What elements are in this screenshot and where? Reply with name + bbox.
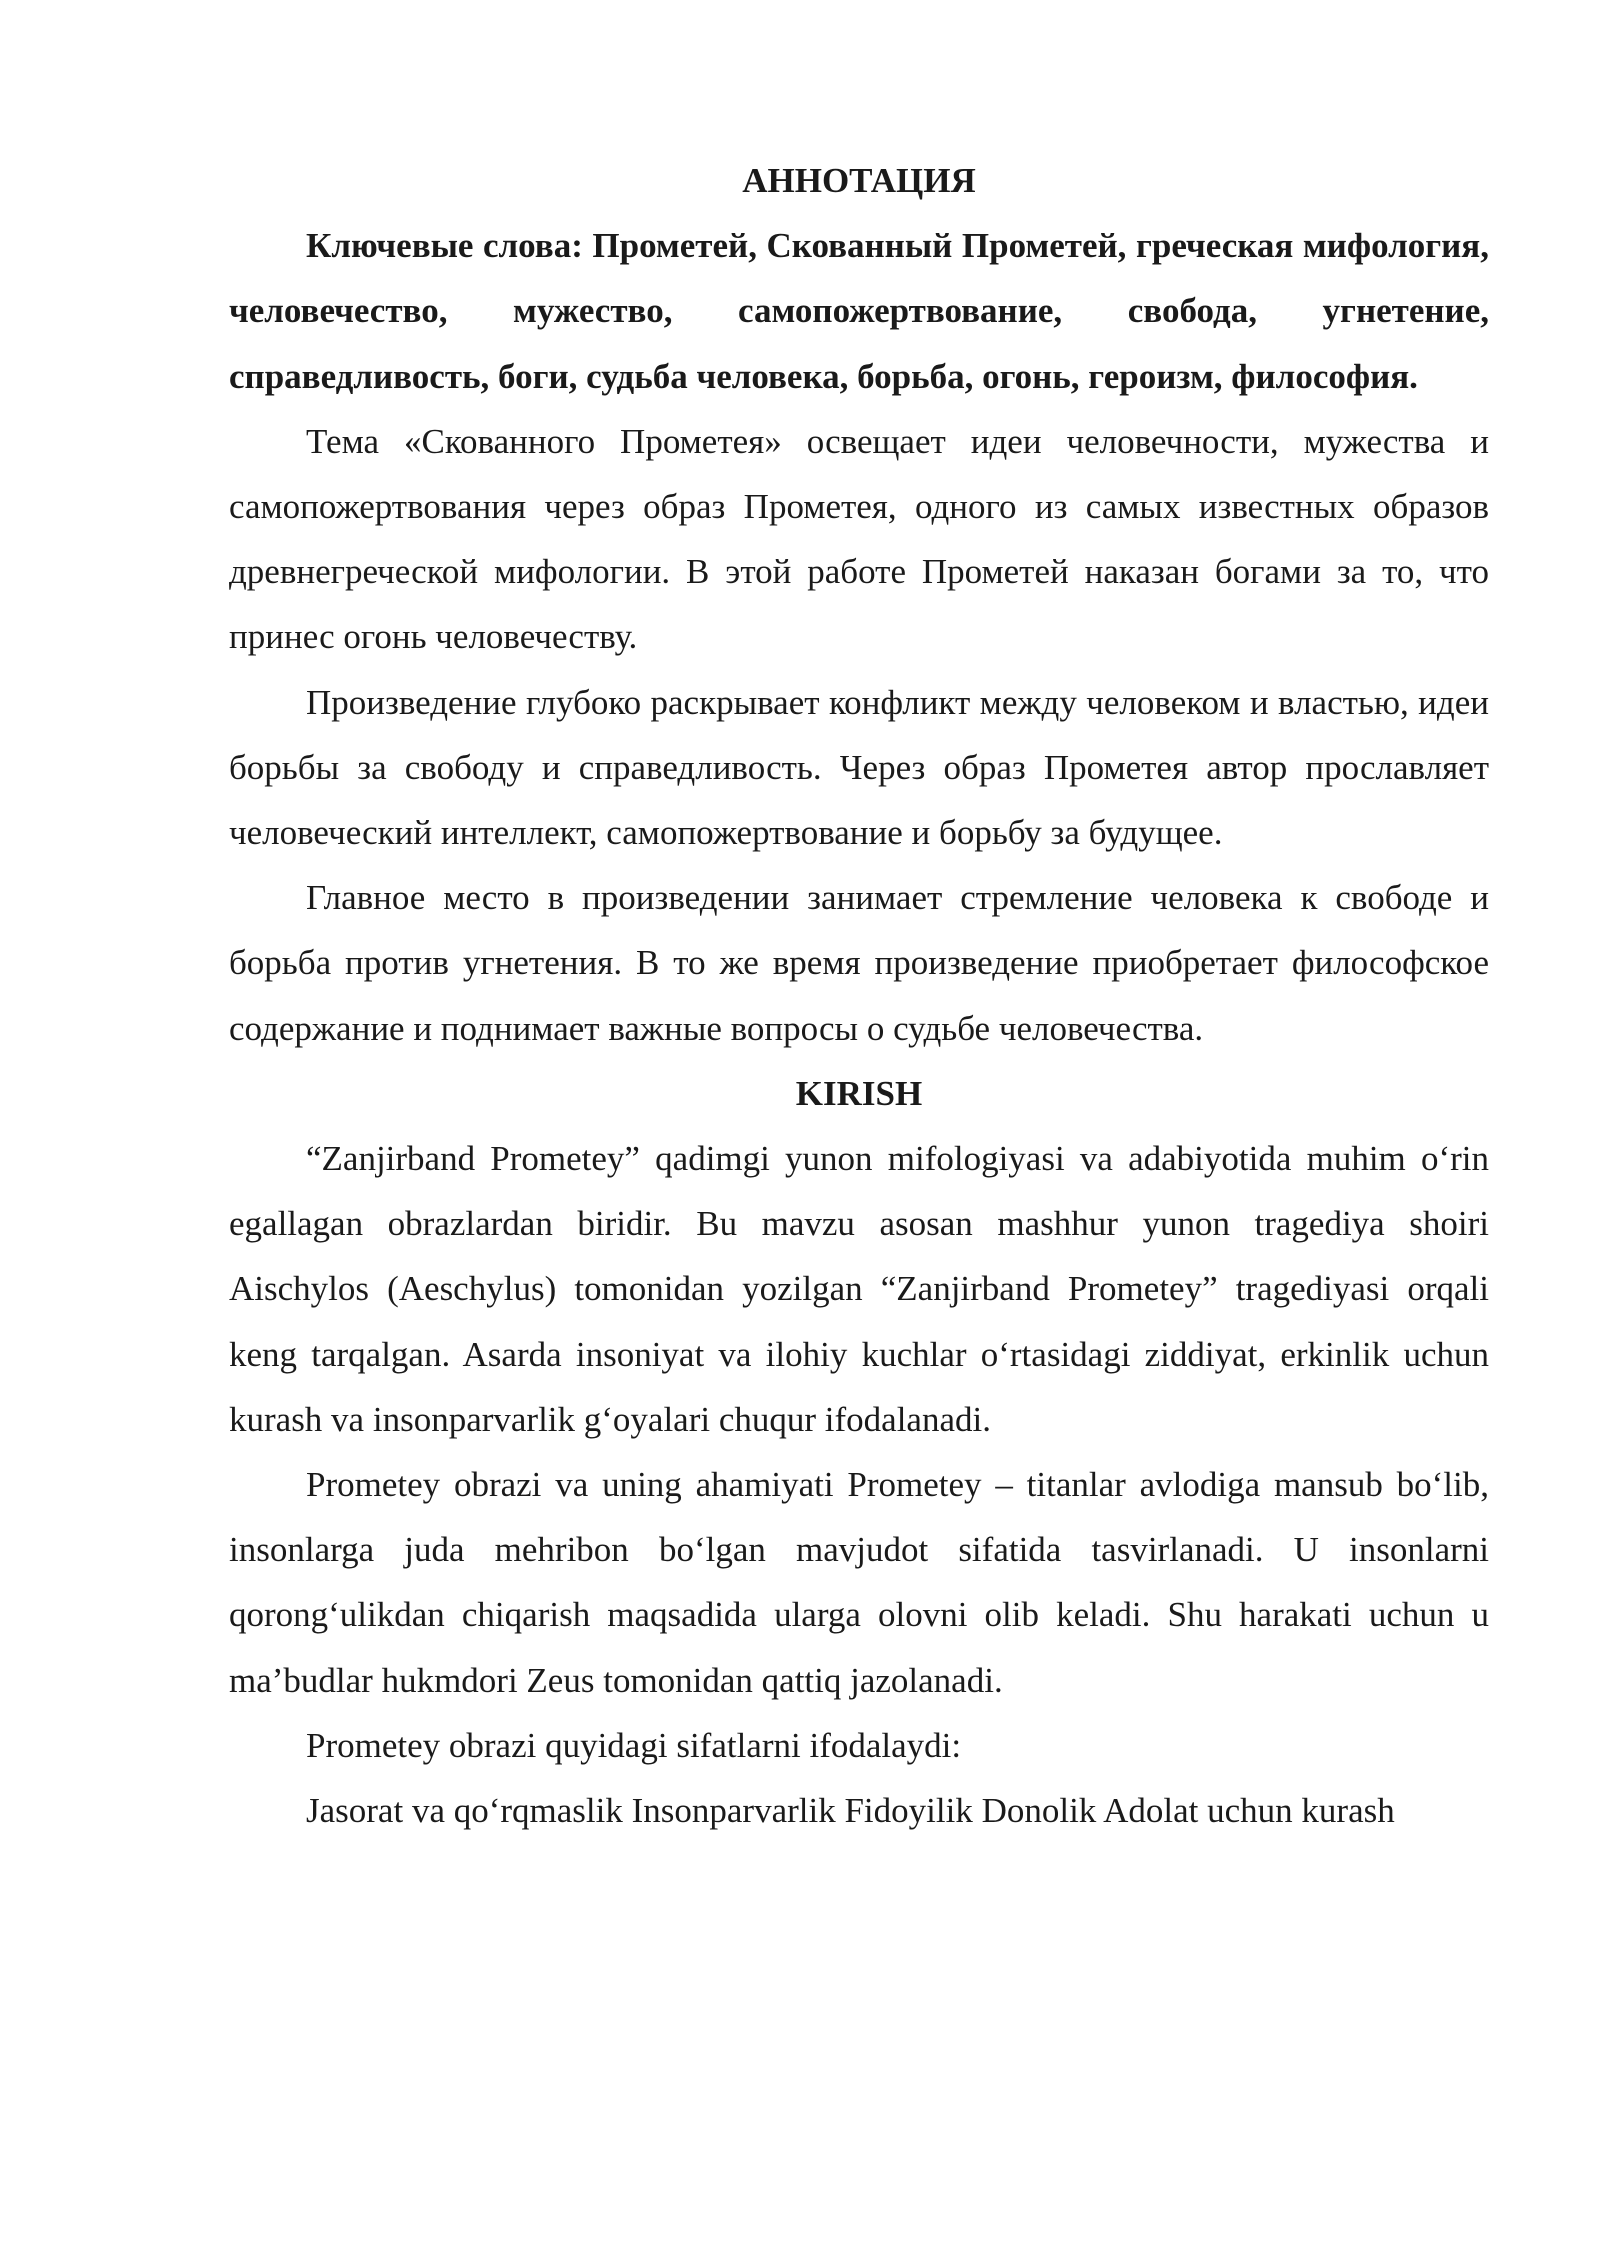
qualities-list: Jasorat va qo‘rqmaslik Insonparvarlik Fidoyilik Donolik Adolat uchun kurash	[306, 1791, 1395, 1831]
introduction-paragraph: “Zanjirband Prometey” qadimgi yunon mifologiyasi va adabiyotida muhim o‘rin egallagan obrazlardan biridir. Bu mavzu asosan mashhur yunon tragediya shoiri Aischylos (Aeschylus) tomonidan yozilgan “Zanjirband Prometey” tragediyasi orqali keng tarqalgan. Asarda insoniyat va ilohiy kuchlar o‘rtasidagi ziddiyat, erkinlik uchun kurash va insonparvarlik g‘oyalari chuqur ifodalanadi.	[229, 1139, 1489, 1439]
annotation-heading: АННОТАЦИЯ	[742, 161, 976, 200]
annotation-paragraph: Тема «Скованного Прометея» освещает идеи человечности, мужества и самопожертвования через образ Прометея, одного из самых известных образов древнегреческой мифологии. В этой работе Прометей наказан богами за то, что принес огонь человечеству.	[229, 421, 1489, 657]
document-page	[229, 148, 1489, 1843]
annotation-paragraph: Произведение глубоко раскрывает конфликт между человеком и властью, идеи борьбы за свободу и справедливость. Через образ Прометея автор прославляет человеческий интеллект, самопожертвование и борьбу за будущее.	[229, 682, 1489, 853]
introduction-paragraph: Prometey obrazi va uning ahamiyati Prometey – titanlar avlodiga mansub bo‘lib, insonlarga juda mehribon bo‘lgan mavjudot sifatida tasvirlanadi. U insonlarni qorong‘ulikdan chiqarish maqsadida ularga olovni olib keladi. Shu harakati uchun u ma’budlar hukmdori Zeus tomonidan qattiq jazolanadi.	[229, 1465, 1489, 1700]
keywords-paragraph: Ключевые слова: Прометей, Скованный Прометей, греческая мифология, человечество, мужество, самопожертвование, свобода, угнетение, справедливость, боги, судьба человека, борьба, огонь, героизм, философия.	[229, 226, 1489, 396]
qualities-intro: Prometey obrazi quyidagi sifatlarni ifodalaydi:	[306, 1725, 962, 1765]
annotation-paragraph: Главное место в произведении занимает стремление человека к свободе и борьба против угнетения. В то же время произведение приобретает философское содержание и поднимает важные вопросы о судьбе человечества.	[229, 878, 1489, 1048]
introduction-heading: KIRISH	[795, 1073, 923, 1113]
